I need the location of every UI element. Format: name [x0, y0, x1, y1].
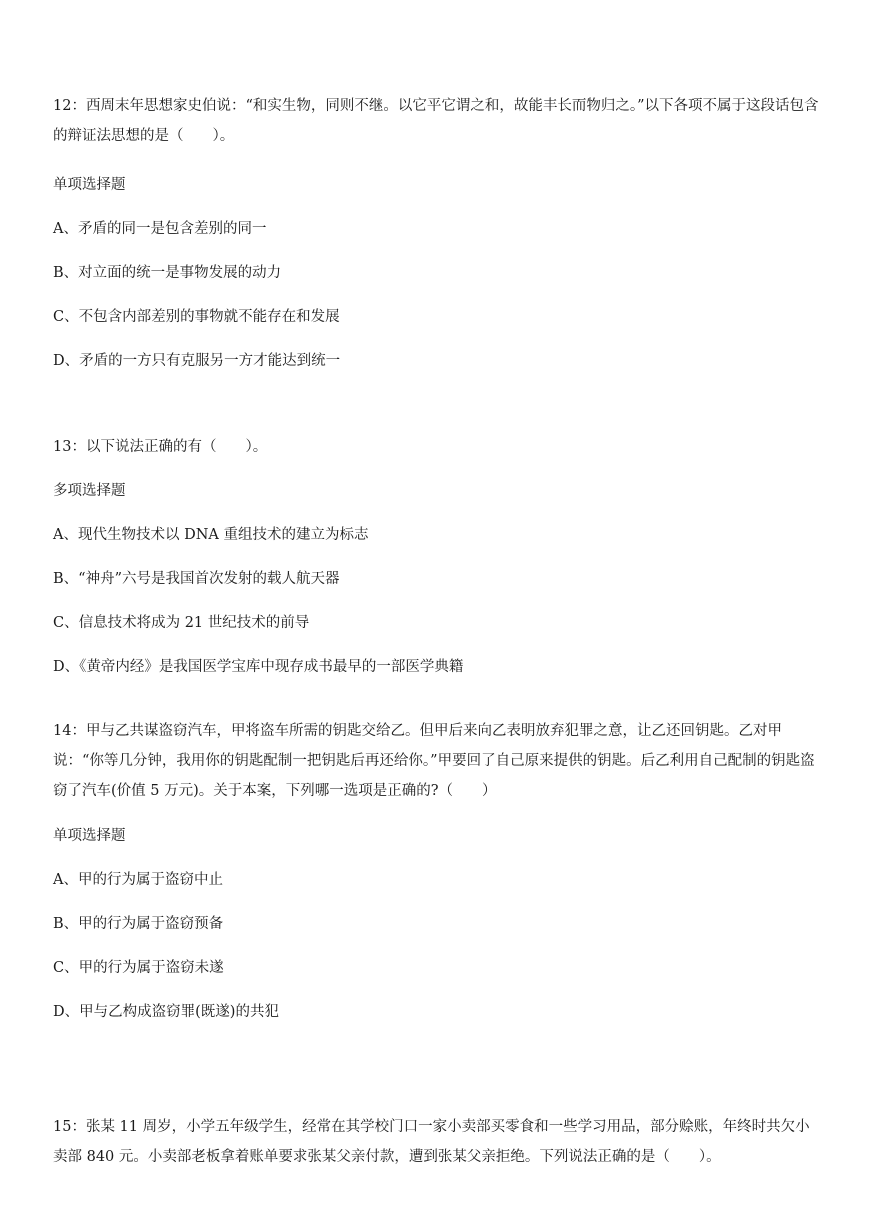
question-type: 单项选择题 — [53, 828, 126, 844]
question-stem: 13：以下说法正确的有（ ）。 — [53, 439, 268, 455]
option-b[interactable]: B、“神舟”六号是我国首次发射的载人航天器 — [53, 571, 340, 587]
option-d[interactable]: D、甲与乙构成盗窃罪(既遂)的共犯 — [53, 1004, 279, 1020]
question-14 — [53, 716, 823, 1022]
option-a[interactable]: A、现代生物技术以 DNA 重组技术的建立为标志 — [53, 527, 369, 543]
question-13 — [53, 437, 823, 677]
option-b[interactable]: B、甲的行为属于盗窃预备 — [53, 916, 224, 932]
question-stem: 14：甲与乙共谋盗窃汽车，甲将盗车所需的钥匙交给乙。但甲后来向乙表明放弃犯罪之意，让乙还回钥匙。乙对甲说：“你等几分钟，我用你的钥匙配制一把钥匙后再还给你。”甲要回了自己原来提供的钥匙。后乙利用自己配制的钥匙盗窃了汽车(价值 5 万元)。关于本案，下列哪一选项是正确的?（ ） — [53, 723, 815, 799]
option-c[interactable]: C、不包含内部差别的事物就不能存在和发展 — [53, 309, 340, 325]
option-c[interactable]: C、甲的行为属于盗窃未遂 — [53, 960, 224, 976]
option-a[interactable]: A、甲的行为属于盗窃中止 — [53, 872, 223, 888]
question-15 — [53, 1112, 823, 1172]
option-d[interactable]: D、《黄帝内经》是我国医学宝库中现存成书最早的一部医学典籍 — [53, 659, 464, 675]
question-type: 单项选择题 — [53, 177, 126, 193]
question-stem: 12：西周末年思想家史伯说：“和实生物，同则不继。以它平它谓之和，故能丰长而物归之。”以下各项不属于这段话包含的辩证法思想的是（ ）。 — [53, 98, 819, 144]
option-b[interactable]: B、对立面的统一是事物发展的动力 — [53, 265, 282, 281]
question-stem: 15：张某 11 周岁，小学五年级学生，经常在其学校门口一家小卖部买零食和一些学习用品，部分赊账，年终时共欠小卖部 840 元。小卖部老板拿着账单要求张某父亲付款，遭到张某父亲拒绝。下列说法正确的是（ ）。 — [53, 1119, 810, 1165]
option-d[interactable]: D、矛盾的一方只有克服另一方才能达到统一 — [53, 353, 341, 369]
option-a[interactable]: A、矛盾的同一是包含差别的同一 — [53, 221, 267, 237]
option-c[interactable]: C、信息技术将成为 21 世纪技术的前导 — [53, 615, 310, 631]
question-12 — [53, 91, 823, 371]
question-type: 多项选择题 — [53, 483, 126, 499]
